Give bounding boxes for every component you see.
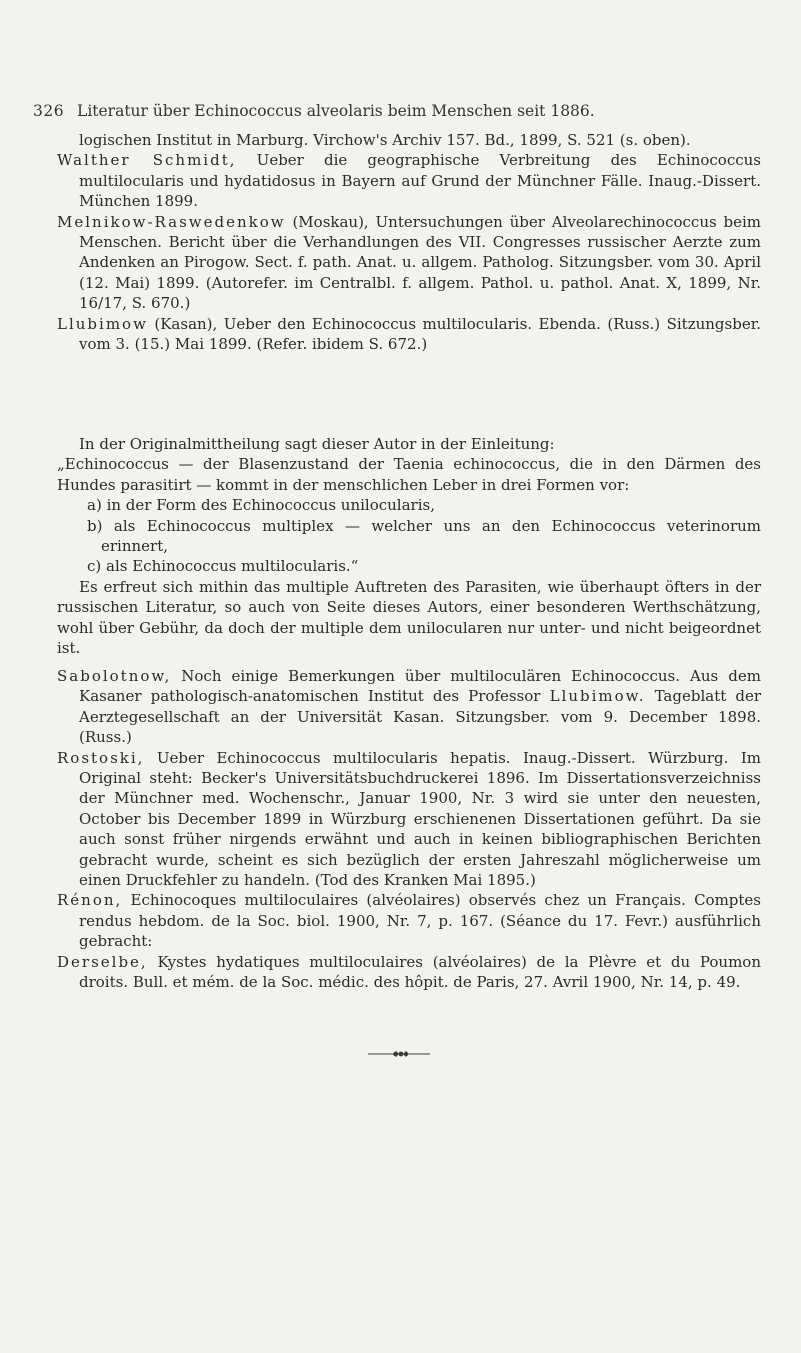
bib-entry: Derselbe, Kystes hydatiques multiloculaires (alvéolaires) de la Plèvre et du Poumon droits. Bull. et mém. de la Soc. médic. des hôpit. de Paris, 27. Avril 1900, Nr. 14, p. 49. (57, 952, 761, 992)
quote-text: „Echinococcus — der Blasenzustand der Taenia echinococcus, die in den Därmen des Hundes parasitirt — kommt in der menschlichen Leber in drei Formen vor: (57, 455, 761, 494)
bib-entry: Llubimow (Kasan), Ueber den Echinococcus multilocularis. Ebenda. (Russ.) Sitzungsber. vom 3. (15.) Mai 1899. (Refer. ibidem S. 672.) (57, 314, 761, 354)
bib-entry: Rénon, Echinocoques multiloculaires (alvéolaires) observés chez un Français. Comptes rendus hebdom. de la Soc. biol. 1900, Nr. 7, p. 167. (Séance du 17. Fevr.) ausführlich gebracht: (57, 891, 761, 951)
page-number: 326 (33, 102, 65, 120)
quote-list-item: a) in der Form des Echinococcus unilocularis, (87, 496, 435, 515)
quote-list-item: b) als Echinococcus multiplex — welcher uns an den Echinococcus veterinorum erinnert, (87, 516, 761, 556)
bib-entry: Rostoski, Ueber Echinococcus multilocularis hepatis. Inaug.-Dissert. Würzburg. Im Original steht: Becker's Universitätsbuchdruckerei 1896. Im Dissertationsverzeichniss der Münchner med. Wochenschr., Januar 1900, Nr. 3 wird sie unter den neuesten, October bis December 1899 in Würzburg erschienenen Dissertationen geführt. Da sie auch sonst früher nirgends erwähnt und auch in keinen bibliographischen Berichten gebracht wurde, scheint es sich bezüglich der ersten Jahreszahl möglicherweise um einen Druckfehler zu handeln. (Tod des Kranken Mai 1895.) (57, 748, 761, 890)
bib-entry: Sabolotnow, Noch einige Bemerkungen über multiloculären Echinococcus. Aus dem Kasaner pathologisch-anatomischen Institut des Professor Llubimow. Tageblatt der Aerztegesellschaft an der Universität Kasan. Sitzungsber. vom 9. December 1898. (Russ.) (57, 667, 761, 747)
bib-entry-continuation: logischen Institut in Marburg. Virchow's Archiv 157. Bd., 1899, S. 521 (s. oben). (79, 131, 691, 149)
author-name: Rénon, (57, 891, 123, 910)
author-name: Walther Schmidt, (57, 151, 237, 170)
quotation-block (57, 434, 761, 658)
bibliography-block-2 (57, 666, 761, 993)
running-title: Literatur über Echinococcus alveolaris beim Menschen seit 1886. (77, 102, 595, 120)
author-name: Rostoski, (57, 748, 145, 767)
author-comment: Es erfreut sich mithin das multiple Auftreten des Parasiten, wie überhaupt öfters in der russischen Literatur, so auch von Seite dieses Autors, einer besonderen Werthschätzung, wohl über Gebühr, da doch der multiple dem unilocularen nur unter- und nicht beigeordnet ist. (57, 577, 761, 658)
author-name: Melnikow-Raswedenkow (57, 212, 286, 231)
running-head (33, 102, 595, 120)
bib-entry: Melnikow-Raswedenkow (Moskau), Untersuchungen über Alveolarechinococcus beim Menschen. Bericht über die Verhandlungen des VII. Congresses russischer Aerzte zum Andenken an Pirogow. Sect. f. path. Anat. u. allgem. Patholog. Sitzungsber. vom 30. April (12. Mai) 1899. (Autorefer. im Centralbl. f. allgem. Pathol. u. pathol. Anat. X, 1899, Nr. 16/17, S. 670.) (57, 212, 761, 313)
author-name: Llubimow (57, 314, 148, 333)
bibliography-block-1 (57, 130, 761, 354)
author-name-inline: Llubimow. (549, 687, 646, 706)
author-name: Derselbe, (57, 952, 148, 971)
quote-list-item: c) als Echinococcus multilocularis.“ (87, 557, 359, 576)
author-name: Sabolotnow, (57, 667, 172, 685)
fleuron-rule-icon (368, 1049, 430, 1059)
bib-entry: Walther Schmidt, Ueber die geographische Verbreitung des Echinococcus multilocularis und hydatidosus in Bayern auf Grund der Münchner Fälle. Inaug.-Dissert. München 1899. (57, 151, 761, 211)
quote-intro: In der Originalmittheilung sagt dieser Autor in der Einleitung: (79, 435, 555, 453)
